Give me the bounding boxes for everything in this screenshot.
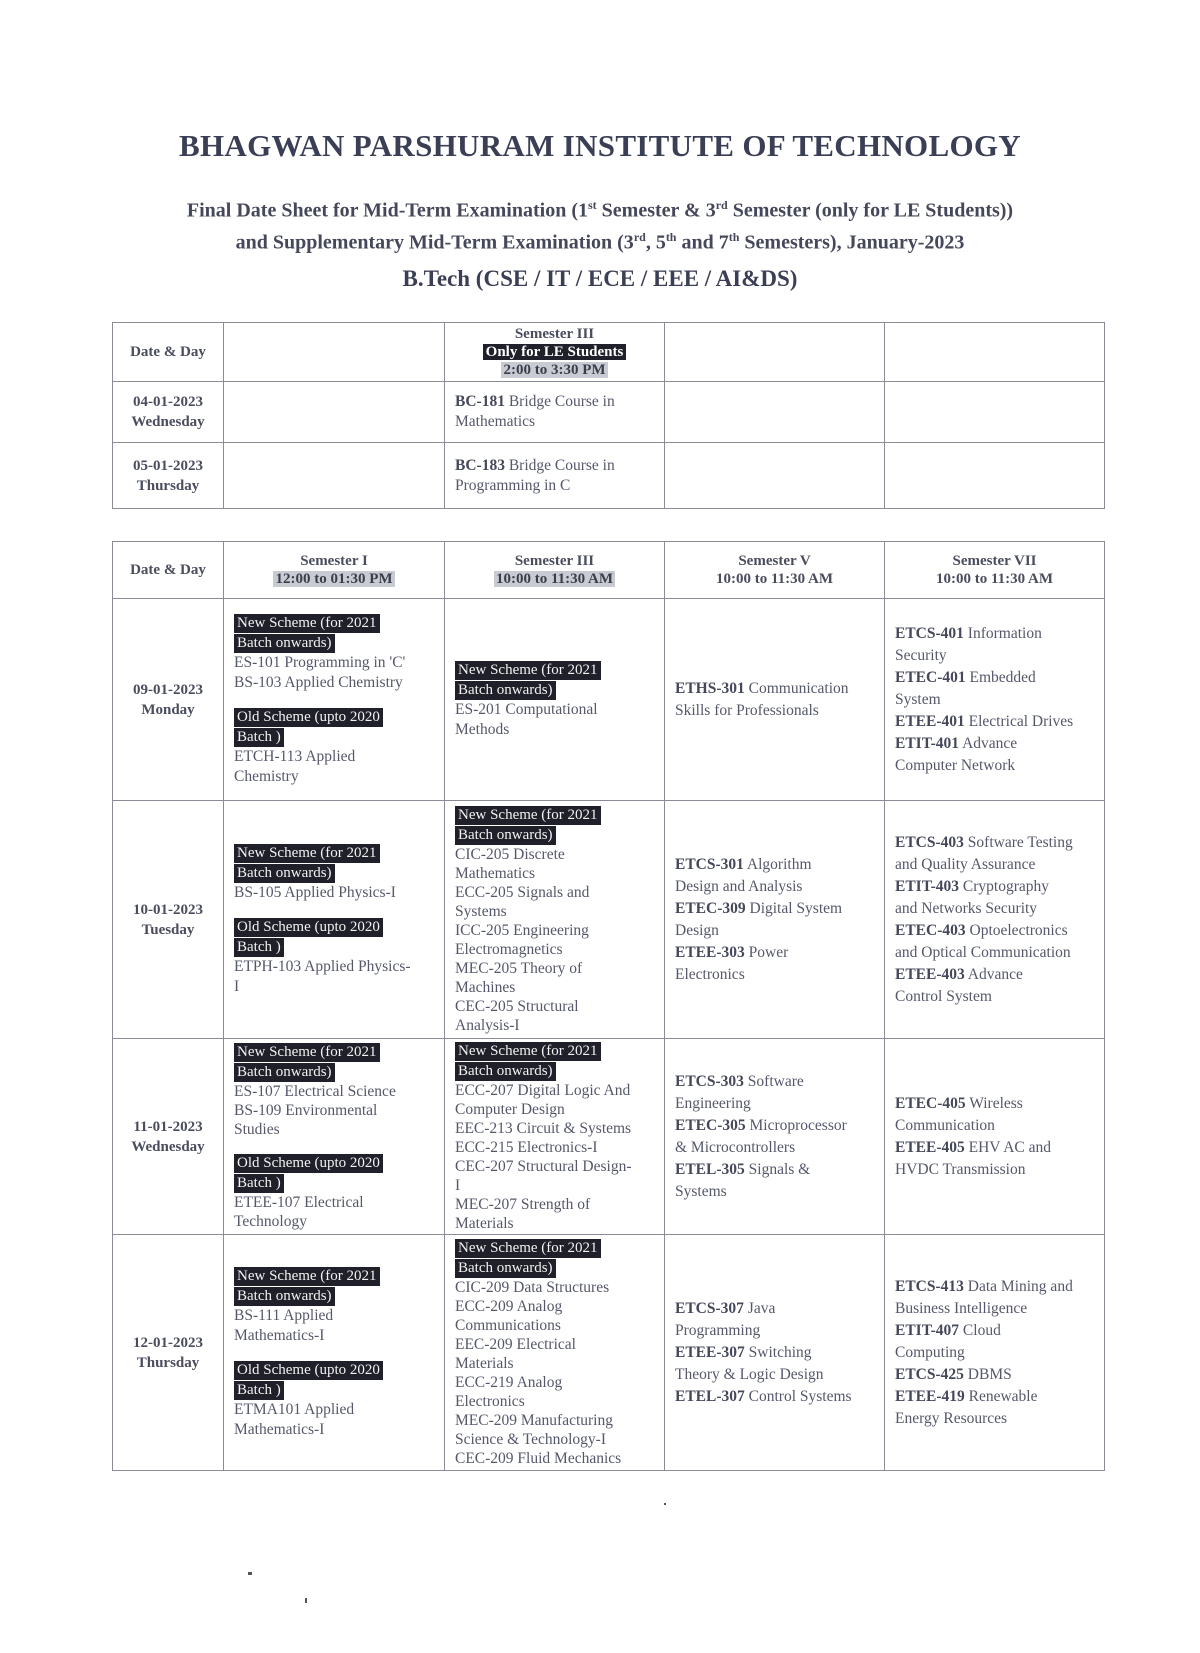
le-students-datesheet-table [112, 322, 1105, 509]
table-header-row [113, 542, 1105, 599]
subtitle-line-1: Final Date Sheet for Mid-Term Examination (1st Semester & 3rd Semester (only for LE Students)) [186, 198, 1014, 222]
semester-vii-cell: ETEC-405 Wireless Communication ETEE-405 EHV AC and HVDC Transmission [885, 1039, 1105, 1235]
date-cell: 09-01-2023 Monday [113, 599, 224, 801]
subtitle-line-2: and Supplementary Mid-Term Examination (3rd, 5th and 7th Semesters), January-2023 [235, 229, 965, 254]
mid-term-datesheet-table [112, 541, 1105, 1471]
date-cell: 05-01-2023 Thursday [113, 443, 224, 509]
semester-v-cell: ETCS-303 Software Engineering ETEC-305 Microprocessor & Microcontrollers ETEL-305 Signals & Systems [665, 1039, 885, 1235]
semester-iii-cell: New Scheme (for 2021 Batch onwards) ES-201 Computational Methods [445, 599, 665, 801]
subject-cell: BC-181 Bridge Course in Mathematics [445, 382, 665, 443]
exam-subtitle [0, 192, 1200, 255]
semester-iii-cell: New Scheme (for 2021 Batch onwards) ECC-207 Digital Logic And Computer Design EEC-213 Circuit & Systems ECC-215 Electronics-I CEC-207 Structural Design- I MEC-207 Strength of Materials [445, 1039, 665, 1235]
semester-v-cell: ETCS-301 Algorithm Design and Analysis ETEC-309 Digital System Design ETEE-303 Power Electronics [665, 801, 885, 1039]
date-day-header: Date & Day [113, 323, 224, 382]
semester-v-header: Semester V 10:00 to 11:30 AM [665, 542, 885, 599]
semester-header: Semester III Only for LE Students 2:00 to 3:30 PM [445, 323, 665, 382]
semester-v-cell: ETHS-301 Communication Skills for Professionals [665, 599, 885, 801]
table-row [113, 801, 1105, 1039]
date-day-header: Date & Day [113, 542, 224, 599]
semester-v-cell: ETCS-307 Java Programming ETEE-307 Switching Theory & Logic Design ETEL-307 Control Systems [665, 1235, 885, 1471]
semester-iii-header: Semester III 10:00 to 11:30 AM [445, 542, 665, 599]
semester-vii-cell: ETCS-403 Software Testing and Quality Assurance ETIT-403 Cryptography and Networks Security ETEC-403 Optoelectronics and Optical Communication ETEE-403 Advance Control System [885, 801, 1105, 1039]
date-cell: 04-01-2023 Wednesday [113, 382, 224, 443]
semester-i-cell: New Scheme (for 2021 Batch onwards) BS-111 Applied Mathematics-I Old Scheme (upto 2020 Batch ) ETMA101 Applied Mathematics-I [224, 1235, 445, 1471]
subject-cell: BC-183 Bridge Course in Programming in C [445, 443, 665, 509]
semester-i-cell: New Scheme (for 2021 Batch onwards) ES-107 Electrical Science BS-109 Environmental Studies Old Scheme (upto 2020 Batch ) ETEE-107 Electrical Technology [224, 1039, 445, 1235]
semester-i-cell: New Scheme (for 2021 Batch onwards) ES-101 Programming in 'C' BS-103 Applied Chemistry Old Scheme (upto 2020 Batch ) ETCH-113 Applied Chemistry [224, 599, 445, 801]
table-header-row [113, 323, 1105, 382]
table-row [113, 1039, 1105, 1235]
semester-i-cell: New Scheme (for 2021 Batch onwards) BS-105 Applied Physics-I Old Scheme (upto 2020 Batch ) ETPH-103 Applied Physics- I [224, 801, 445, 1039]
table-row [113, 443, 1105, 509]
semester-vii-header: Semester VII 10:00 to 11:30 AM [885, 542, 1105, 599]
semester-i-header: Semester I 12:00 to 01:30 PM [224, 542, 445, 599]
semester-vii-cell: ETCS-413 Data Mining and Business Intelligence ETIT-407 Cloud Computing ETCS-425 DBMS ETEE-419 Renewable Energy Resources [885, 1235, 1105, 1471]
semester-iii-cell: New Scheme (for 2021 Batch onwards) CIC-205 Discrete Mathematics ECC-205 Signals and Systems ICC-205 Engineering Electromagnetics MEC-205 Theory of Machines CEC-205 Structural Analysis-I [445, 801, 665, 1039]
scan-speck [248, 1572, 252, 1575]
table-row [113, 382, 1105, 443]
semester-vii-cell: ETCS-401 Information Security ETEC-401 Embedded System ETEE-401 Electrical Drives ETIT-401 Advance Computer Network [885, 599, 1105, 801]
table-row [113, 1235, 1105, 1471]
scan-speck [664, 1503, 666, 1505]
date-cell: 11-01-2023 Wednesday [113, 1039, 224, 1235]
scan-speck [305, 1598, 307, 1603]
date-cell: 10-01-2023 Tuesday [113, 801, 224, 1039]
institute-title: BHAGWAN PARSHURAM INSTITUTE OF TECHNOLOGY [179, 128, 1021, 163]
date-cell: 12-01-2023 Thursday [113, 1235, 224, 1471]
course-heading: B.Tech (CSE / IT / ECE / EEE / AI&DS) [402, 266, 798, 291]
semester-iii-cell: New Scheme (for 2021 Batch onwards) CIC-209 Data Structures ECC-209 Analog Communications EEC-209 Electrical Materials ECC-219 Analog Electronics MEC-209 Manufacturing Science & Technology-I CEC-209 Fluid Mechanics [445, 1235, 665, 1471]
table-row [113, 599, 1105, 801]
